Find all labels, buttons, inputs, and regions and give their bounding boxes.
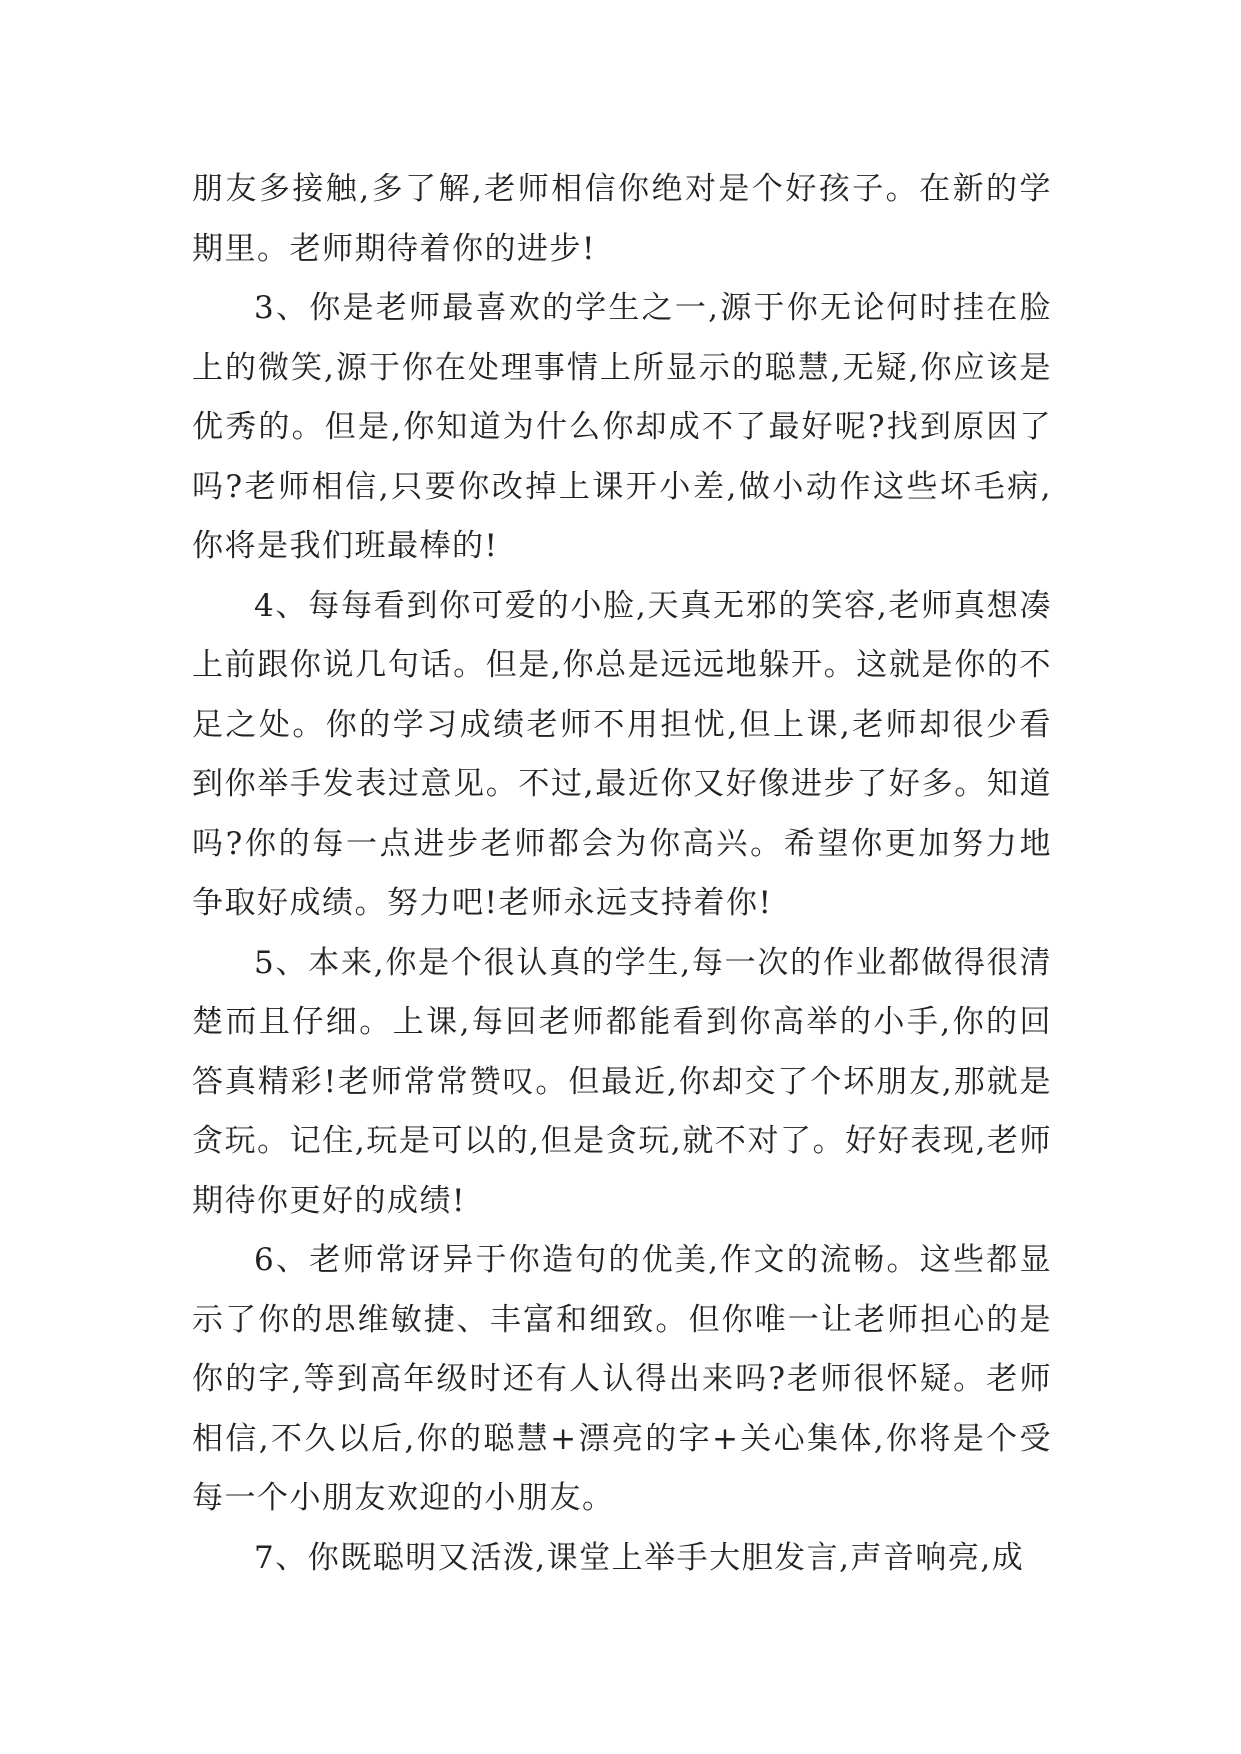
paragraph-comment-6: 6、老师常讶异于你造句的优美,作文的流畅。这些都显示了你的思维敏捷、丰富和细致。但你唯一让老师担心的是你的字,等到高年级时还有人认得出来吗?老师很怀疑。老师相信,不久以后,你的聪慧+漂亮的字+关心集体,你将是个受每一个小朋友欢迎的小朋友。 (192, 1242, 1052, 1516)
paragraph-continuation: 朋友多接触,多了解,老师相信你绝对是个好孩子。在新的学期里。老师期待着你的进步! (192, 171, 1052, 267)
paragraph-comment-5: 5、本来,你是个很认真的学生,每一次的作业都做得很清楚而且仔细。上课,每回老师都能看到你高举的小手,你的回答真精彩!老师常常赞叹。但最近,你却交了个坏朋友,那就是贪玩。记住,玩是可以的,但是贪玩,就不对了。好好表现,老师期待你更好的成绩! (192, 944, 1052, 1219)
document-body (192, 160, 1052, 1588)
paragraph-comment-4: 4、每每看到你可爱的小脸,天真无邪的笑容,老师真想凑上前跟你说几句话。但是,你总是远远地躲开。这就是你的不足之处。你的学习成绩老师不用担忧,但上课,老师却很少看到你举手发表过意见。不过,最近你又好像进步了好多。知道吗?你的每一点进步老师都会为你高兴。希望你更加努力地争取好成绩。努力吧!老师永远支持着你! (192, 587, 1052, 921)
paragraph-comment-3: 3、你是老师最喜欢的学生之一,源于你无论何时挂在脸上的微笑,源于你在处理事情上所显示的聪慧,无疑,你应该是优秀的。但是,你知道为什么你却成不了最好呢?找到原因了吗?老师相信,只要你改掉上课开小差,做小动作这些坏毛病,你将是我们班最棒的! (192, 290, 1052, 564)
paragraph-comment-7: 7、你既聪明又活泼,课堂上举手大胆发言,声音响亮,成 (254, 1539, 1025, 1576)
